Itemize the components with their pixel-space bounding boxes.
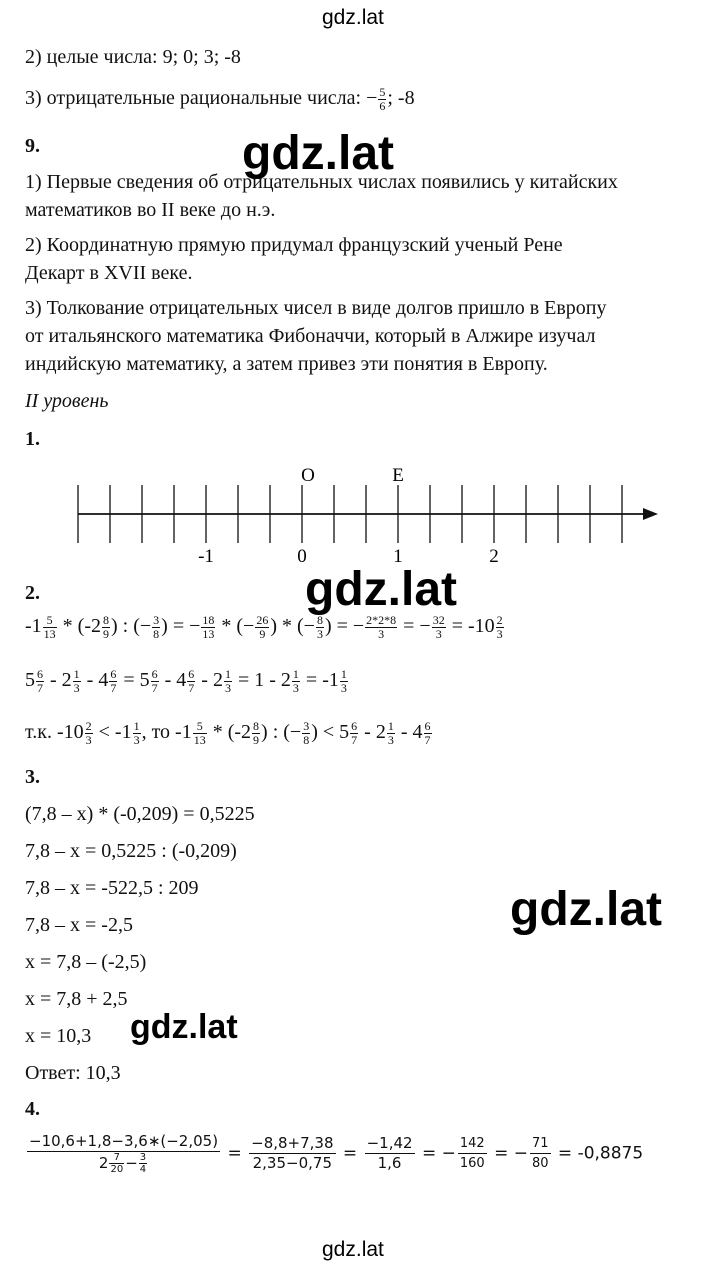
task3-line-5: x = 7,8 – (-2,5) <box>25 951 147 973</box>
fraction: $\frac{8}{9}$ <box>253 719 260 747</box>
task3-line-6: x = 7,8 + 2,5 <box>25 988 128 1010</box>
fraction: $\frac{1}{3}$ <box>292 667 299 695</box>
fraction: $\frac{1}{3}$ <box>224 667 231 695</box>
task4-heading: 4. <box>25 1098 40 1120</box>
fraction: $\frac{2*2*8}{3}$ <box>366 613 397 641</box>
task9-p3-line2: от итальянского математика Фибоначчи, который в Алжире изучал <box>25 325 596 347</box>
tick-label-1: 1 <box>393 546 403 567</box>
task3-line-4: 7,8 – x = -2,5 <box>25 914 133 936</box>
intro-line-3 <box>25 86 415 113</box>
number-line <box>0 455 720 570</box>
fraction: $\frac{6}{7}$ <box>37 667 43 695</box>
fraction: −10,6+1,8−3,6∗(−2,05) 2 $\frac{7}{20}$ − $\frac{3}{4}$ <box>29 1132 219 1175</box>
intro-line-3-minus: − <box>366 87 378 110</box>
task3-line-7: x = 10,3 <box>25 1025 92 1047</box>
fraction: $\frac{6}{7}$ <box>351 719 358 747</box>
fraction: $\frac{2}{3}$ <box>85 719 92 747</box>
fraction: $\frac{8}{3}$ <box>316 613 323 641</box>
fraction: $\frac{6}{7}$ <box>110 667 117 695</box>
fraction: $\frac{-1,42}{1,6}$ <box>366 1134 413 1172</box>
task9-p2-line2: Декарт в XVII веке. <box>25 262 193 284</box>
task2-line-2: 5 $\frac{6}{7}$ - 2 $\frac{1}{3}$ - 4 $\frac{6}{7}$ = 5 $\frac{6}{7}$ - 4 $\frac{6}{7}$ - 2 $\frac{1}{3}$ = 1 - 2 $\frac{1}{3}$ = -1 $\frac{1}{3}$ <box>25 667 347 695</box>
fraction: $\frac{6}{7}$ <box>151 667 158 695</box>
task9-p1-line2: математиков во II веке до н.э. <box>25 199 276 221</box>
task9-p2-line1: 2) Координатную прямую придумал французский ученый Рене <box>25 234 563 256</box>
task3-line-1: (7,8 – x) * (-0,209) = 0,5225 <box>25 803 255 825</box>
fraction: $\frac{26}{9}$ <box>256 613 269 641</box>
fraction: $\frac{1}{3}$ <box>133 719 140 747</box>
watermark-mid1: gdz.lat <box>242 127 394 180</box>
watermark-mid2: gdz.lat <box>305 563 457 616</box>
task3-answer: Ответ: 10,3 <box>25 1062 121 1084</box>
intro-line-2: 2) целые числа: 9; 0; 3; -8 <box>25 46 241 68</box>
label-e: E <box>392 465 404 486</box>
task2-line-3: т.к. -10 $\frac{2}{3}$ < -1 $\frac{1}{3}$ , то -1 $\frac{5}{13}$ * (-2 $\frac{8}{9}$ ) : (− $\frac{3}{8}$ ) < 5 $\frac{6}{7}$ - 2 $\frac{1}{3}$ - 4 $\frac{6}{7}$ <box>25 719 431 747</box>
tick-label-minus-1: -1 <box>198 546 214 567</box>
fraction: $\frac{142}{160}$ <box>459 1136 485 1171</box>
fraction: $\frac{6}{7}$ <box>188 667 195 695</box>
fraction: $\frac{2}{3}$ <box>496 613 503 641</box>
fraction: $\frac{-8,8+7,38}{2,35-0,75}$ <box>251 1134 334 1172</box>
task2-line-1: -1 $\frac{5}{13}$ * (-2 $\frac{8}{9}$ ) : (− $\frac{3}{8}$ ) = − $\frac{18}{13}$ * (− $\frac{26}{9}$ ) * (− $\frac{8}{3}$ ) = − $\frac{2*2*8}{3}$ = − $\frac{32}{3}$ = -10 $\frac{2}{3}$ <box>25 613 503 641</box>
task9-p1-line1: 1) Первые сведения об отрицательных числах появились у китайских <box>25 171 618 193</box>
level-label: II уровень <box>25 390 109 412</box>
fraction: $\frac{3}{8}$ <box>303 719 310 747</box>
task9-heading: 9. <box>25 135 40 157</box>
fraction: $\frac{18}{13}$ <box>202 613 215 641</box>
tick-label-2: 2 <box>489 546 499 567</box>
fraction: $\frac{3}{4}$ <box>139 1152 147 1175</box>
fraction: $\frac{5}{13}$ <box>193 719 206 747</box>
fraction: $\frac{71}{80}$ <box>531 1136 549 1171</box>
fraction: $\frac{32}{3}$ <box>432 613 445 641</box>
watermark-mid4: gdz.lat <box>130 1008 238 1046</box>
watermark-mid3: gdz.lat <box>510 883 662 936</box>
task4-expression: −10,6+1,8−3,6∗(−2,05) 2 $\frac{7}{20}$ − $\frac{3}{4}$ = $\frac{-8,8+7,38}{2,35-0,75}$ = $\frac{-1,42}{1,6}$ = − $\frac{142}{160}$ = − $\frac{71}{80}$ = -0,8875 <box>29 1132 644 1175</box>
number-line-arrow <box>643 508 658 520</box>
fraction: $\frac{1}{3}$ <box>340 667 347 695</box>
watermark-bottom: gdz.lat <box>322 1238 384 1261</box>
task9-p3-line3: индийскую математику, а затем привез эти понятия в Европу. <box>25 353 548 375</box>
fraction: $\frac{1}{3}$ <box>387 719 394 747</box>
fraction: $\frac{5}{6}$ <box>379 85 386 113</box>
fraction: $\frac{7}{20}$ <box>110 1152 124 1175</box>
task3-line-3: 7,8 – x = -522,5 : 209 <box>25 877 199 899</box>
task9-p3-line1: 3) Толкование отрицательных чисел в виде долгов пришло в Европу <box>25 297 607 319</box>
task3-line-2: 7,8 – x = 0,5225 : (-0,209) <box>25 840 237 862</box>
intro-line-3-tail: ; -8 <box>387 87 415 110</box>
tick-label-0: 0 <box>297 546 307 567</box>
fraction: $\frac{3}{8}$ <box>153 613 160 641</box>
task1-heading: 1. <box>25 428 40 450</box>
fraction: $\frac{8}{9}$ <box>103 613 109 641</box>
intro-line-3-text: 3) отрицательные рациональные числа: <box>25 87 367 110</box>
watermark-top: gdz.lat <box>322 6 384 29</box>
label-o: O <box>301 465 315 486</box>
task2-heading: 2. <box>25 582 40 604</box>
fraction: $\frac{1}{3}$ <box>73 667 80 695</box>
fraction: $\frac{6}{7}$ <box>424 719 431 747</box>
fraction: $\frac{5}{13}$ <box>43 613 56 641</box>
task3-heading: 3. <box>25 766 40 788</box>
